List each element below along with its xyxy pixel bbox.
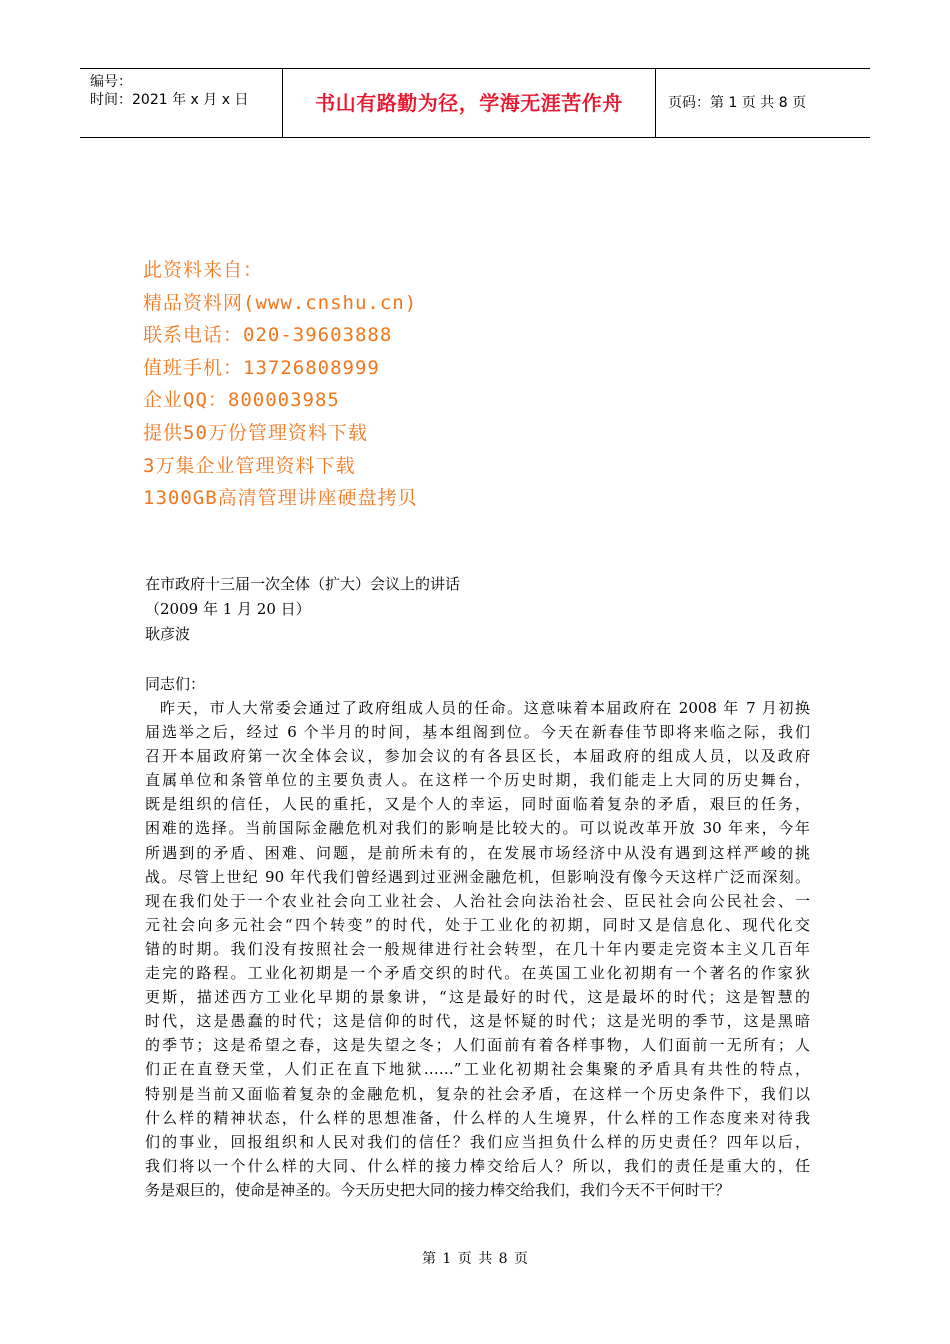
body-line: 战。尽管上世纪 90 年代我们曾经遇到过亚洲金融危机，但影响没有像今天这样广泛而深刻。 — [145, 867, 810, 886]
body-line: 时代，这是愚蠢的时代；这是信仰的时代，这是怀疑的时代；这是光明的季节，这是黑暗 — [145, 1012, 810, 1031]
body-line: 的季节；这是希望之春，这是失望之冬；人们面前有着各样事物，人们面前一无所有；人 — [145, 1036, 810, 1055]
body-line: 们正在直登天堂，人们正在直下地狱……”工业化初期社会集聚的矛盾具有共性的特点， — [145, 1060, 810, 1079]
promo-line: 此资料来自： — [143, 259, 264, 281]
promo-line: 精品资料网(www.cnshu.cn) — [143, 291, 418, 314]
speech-date: （2009 年 1 月 20 日） — [145, 600, 311, 618]
greeting: 同志们： — [145, 675, 206, 693]
promo-line: 联系电话：020-39603888 — [143, 324, 393, 347]
promo-line: 值班手机：13726808999 — [143, 356, 380, 379]
body-line: 所遇到的矛盾、困难、问题，是前所未有的，在发展市场经济中从没有遇到这样严峻的挑 — [145, 843, 810, 862]
promo-block — [143, 254, 418, 515]
body-line: 直属单位和条管单位的主要负责人。在这样一个历史时期，我们能走上大同的历史舞台， — [145, 771, 810, 790]
body-line: 困难的选择。当前国际金融危机对我们的影响是比较大的。可以说改革开放 30 年来，今年 — [145, 819, 810, 838]
body-line: 错的时期。我们没有按照社会一般规律进行社会转型，在几十年内要走完资本主义几百年 — [145, 939, 810, 958]
speech-meta — [145, 572, 460, 647]
body-line: 现在我们处于一个农业社会向工业社会、人治社会向法治社会、臣民社会向公民社会、一 — [145, 891, 810, 910]
body-line: 召开本届政府第一次全体会议，参加会议的有各县区长，本届政府的组成人员，以及政府 — [145, 747, 810, 766]
header-time: 时间：2021 年 x 月 x 日 — [90, 92, 249, 108]
speech-author: 耿彦波 — [145, 625, 191, 643]
promo-line: 提供50万份管理资料下载 — [143, 421, 368, 444]
promo-line: 3万集企业管理资料下载 — [143, 454, 356, 477]
header-motto-cell — [283, 69, 656, 137]
body-paragraph — [145, 696, 810, 1202]
header-info-cell — [80, 69, 283, 137]
body-line: 们的事业，回报组织和人民对我们的信任？我们应当担负什么样的历史责任？四年以后， — [145, 1132, 810, 1151]
body-line: 什么样的精神状态，什么样的思想准备，什么样的人生境界，什么样的工作态度来对待我 — [145, 1108, 810, 1127]
header-page-cell — [656, 69, 870, 137]
header-page-code: 页码：第 1 页 共 8 页 — [668, 95, 807, 111]
body-line: 我们将以一个什么样的大同、什么样的接力棒交给后人？所以，我们的责任是重大的，任 — [145, 1156, 810, 1175]
header-motto: 书山有路勤为径，学海无涯苦作舟 — [315, 91, 623, 115]
body-line: 特别是当前又面临着复杂的金融危机，复杂的社会矛盾，在这样一个历史条件下，我们以 — [145, 1084, 810, 1103]
speech-body — [145, 672, 810, 1202]
promo-line: 企业QQ：800003985 — [143, 389, 340, 412]
page-header — [80, 68, 870, 138]
body-line: 务是艰巨的，使命是神圣的。今天历史把大同的接力棒交给我们，我们今天不干何时干？ — [145, 1180, 731, 1199]
footer-page-number: 第 1 页 共 8 页 — [421, 1251, 529, 1267]
body-line: 昨天，市人大常委会通过了政府组成人员的任命。这意味着本届政府在 2008 年 7 月初换 — [160, 699, 810, 717]
body-line: 既是组织的信任，人民的重托，又是个人的幸运，同时面临着复杂的矛盾，艰巨的任务， — [145, 795, 810, 814]
body-line: 届选举之后，经过 6 个半月的时间，基本组阁到位。今天在新春佳节即将来临之际，我们 — [145, 723, 810, 742]
page-footer — [0, 1248, 950, 1268]
body-line: 元社会向多元社会“四个转变”的时代，处于工业化的初期，同时又是信息化、现代化交 — [145, 915, 810, 934]
speech-title: 在市政府十三届一次全体（扩大）会议上的讲话 — [145, 575, 461, 593]
body-line: 更斯，描述西方工业化早期的景象讲，“这是最好的时代，这是最坏的时代；这是智慧的 — [145, 988, 810, 1007]
body-line: 走完的路程。工业化初期是一个矛盾交织的时代。在英国工业化初期有一个著名的作家狄 — [145, 964, 810, 983]
promo-line: 1300GB高清管理讲座硬盘拷贝 — [143, 487, 418, 510]
header-number: 编号： — [90, 74, 132, 90]
